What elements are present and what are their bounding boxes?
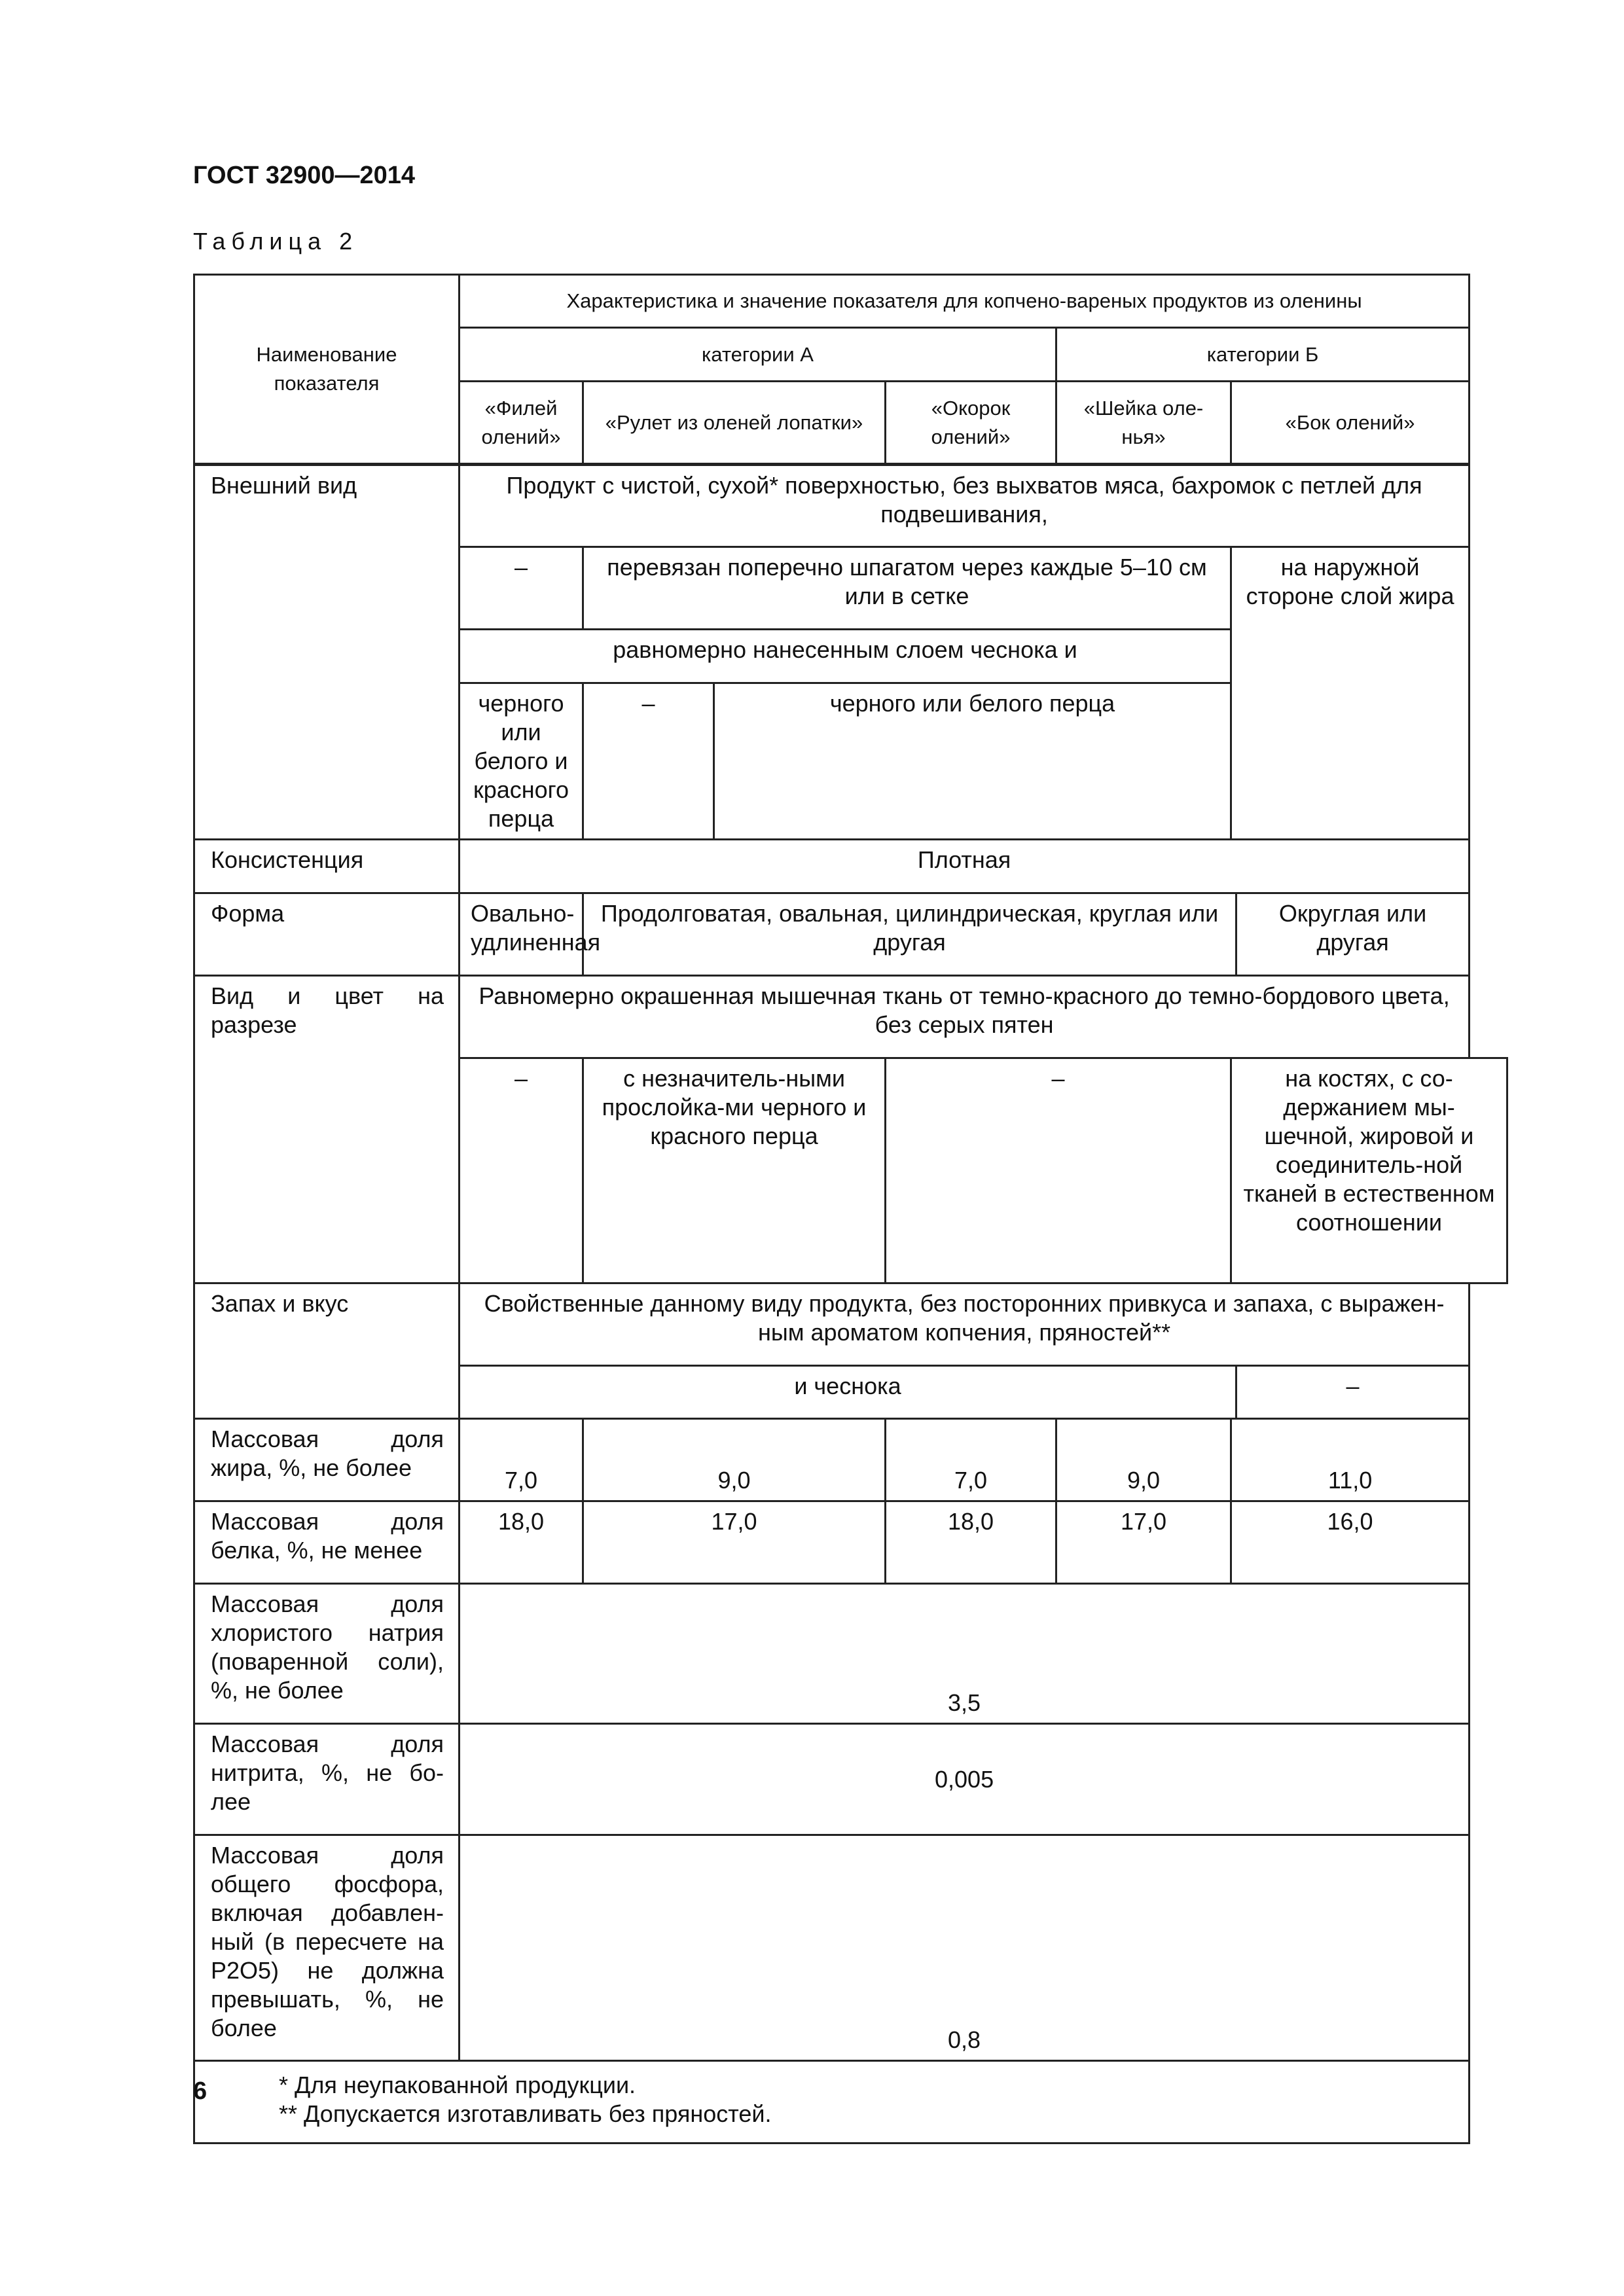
head-product: «Окорок олений» <box>886 382 1056 465</box>
head-category-b: категории Б <box>1056 328 1470 382</box>
cell: – <box>460 1058 583 1283</box>
table-head-row <box>194 275 1507 328</box>
cell: 7,0 <box>886 1419 1056 1501</box>
cell: Равномерно окрашенная мышечная ткань от темно-красного до темно-бордового цвета, без серых пятен <box>460 976 1470 1058</box>
head-group: Характеристика и значение показателя для копчено-вареных продуктов из оленины <box>460 275 1470 328</box>
cell: 0,005 <box>460 1724 1470 1835</box>
cell: 18,0 <box>886 1501 1056 1584</box>
row-name: Вид и цвет на разрезе <box>194 976 460 1283</box>
cell: 17,0 <box>1056 1501 1231 1584</box>
row-name: Массовая доля жира, %, не более <box>194 1419 460 1501</box>
table-caption: Таблица 2 <box>193 228 359 255</box>
cell: 16,0 <box>1231 1501 1470 1584</box>
table-row <box>194 893 1507 976</box>
cell: на костях, с со-держанием мы-шечной, жировой и соединитель-ной тканей в естественном соотношении <box>1231 1058 1507 1283</box>
cell: 7,0 <box>460 1419 583 1501</box>
cell: – <box>1236 1366 1470 1419</box>
row-name: Массовая доля общего фосфора, включая добавлен-ный (в пересчете на P2O5) не должна превышать, %, не более <box>194 1835 460 2061</box>
head-product: «Бок олений» <box>1231 382 1470 465</box>
cell: 17,0 <box>583 1501 886 1584</box>
table-row <box>194 976 1507 1058</box>
row-name: Внешний вид <box>194 465 460 840</box>
cell: Овально-удлиненная <box>460 893 583 976</box>
requirements-table <box>193 274 1508 2144</box>
footnotes <box>194 2061 1470 2144</box>
cell: 3,5 <box>460 1584 1470 1724</box>
row-name: Запах и вкус <box>194 1283 460 1419</box>
cell: 18,0 <box>460 1501 583 1584</box>
cell: Свойственные данному виду продукта, без посторонних привкуса и запаха, с выражен-ным ароматом копчения, пряностей** <box>460 1283 1470 1366</box>
cell: 11,0 <box>1231 1419 1470 1501</box>
footnote: * Для неупакованной продукции. <box>279 2072 636 2098</box>
table-footnote-row <box>194 2061 1507 2144</box>
table-row <box>194 465 1507 547</box>
cell: – <box>583 683 714 840</box>
cell: Плотная <box>460 840 1470 893</box>
cell: 9,0 <box>583 1419 886 1501</box>
row-name: Массовая доля белка, %, не менее <box>194 1501 460 1584</box>
row-name: Консистенция <box>194 840 460 893</box>
head-product: «Филей олений» <box>460 382 583 465</box>
head-product: «Рулет из оленей лопатки» <box>583 382 886 465</box>
head-indicator-name: Наименование показателя <box>194 275 460 465</box>
cell: 0,8 <box>460 1835 1470 2061</box>
cell: и чеснока <box>460 1366 1236 1419</box>
cell: Продукт с чистой, сухой* поверхностью, без выхватов мяса, бахромок с петлей для подвешивания, <box>460 465 1470 547</box>
cell: черного или белого и красного перца <box>460 683 583 840</box>
head-product: «Шейка оле-нья» <box>1056 382 1231 465</box>
document-header: ГОСТ 32900—2014 <box>193 162 416 189</box>
cell: – <box>886 1058 1231 1283</box>
cell: равномерно нанесенным слоем чеснока и <box>460 630 1231 683</box>
cell: Округлая или другая <box>1236 893 1470 976</box>
head-category-a: категории А <box>460 328 1056 382</box>
table-row <box>194 1283 1507 1366</box>
table-row <box>194 1584 1507 1724</box>
table-row <box>194 1835 1507 2061</box>
row-name: Массовая доля хлористого натрия (поваренной соли), %, не более <box>194 1584 460 1724</box>
row-name: Массовая доля нитрита, %, не бо-лее <box>194 1724 460 1835</box>
cell: Продолговатая, овальная, цилиндрическая, круглая или другая <box>583 893 1236 976</box>
table-row <box>194 1501 1507 1584</box>
footnote: ** Допускается изготавливать без пряностей. <box>279 2100 772 2127</box>
cell: черного или белого перца <box>714 683 1231 840</box>
table-row <box>194 1724 1507 1835</box>
cell: – <box>460 547 583 630</box>
cell: на наружной стороне слой жира <box>1231 547 1470 840</box>
row-name: Форма <box>194 893 460 976</box>
page-number: 6 <box>193 2077 208 2105</box>
cell: с незначитель-ными прослойка-ми черного и красного перца <box>583 1058 886 1283</box>
cell: перевязан поперечно шпагатом через каждые 5–10 см или в сетке <box>583 547 1231 630</box>
table-row <box>194 1419 1507 1501</box>
table-row <box>194 840 1507 893</box>
cell: 9,0 <box>1056 1419 1231 1501</box>
